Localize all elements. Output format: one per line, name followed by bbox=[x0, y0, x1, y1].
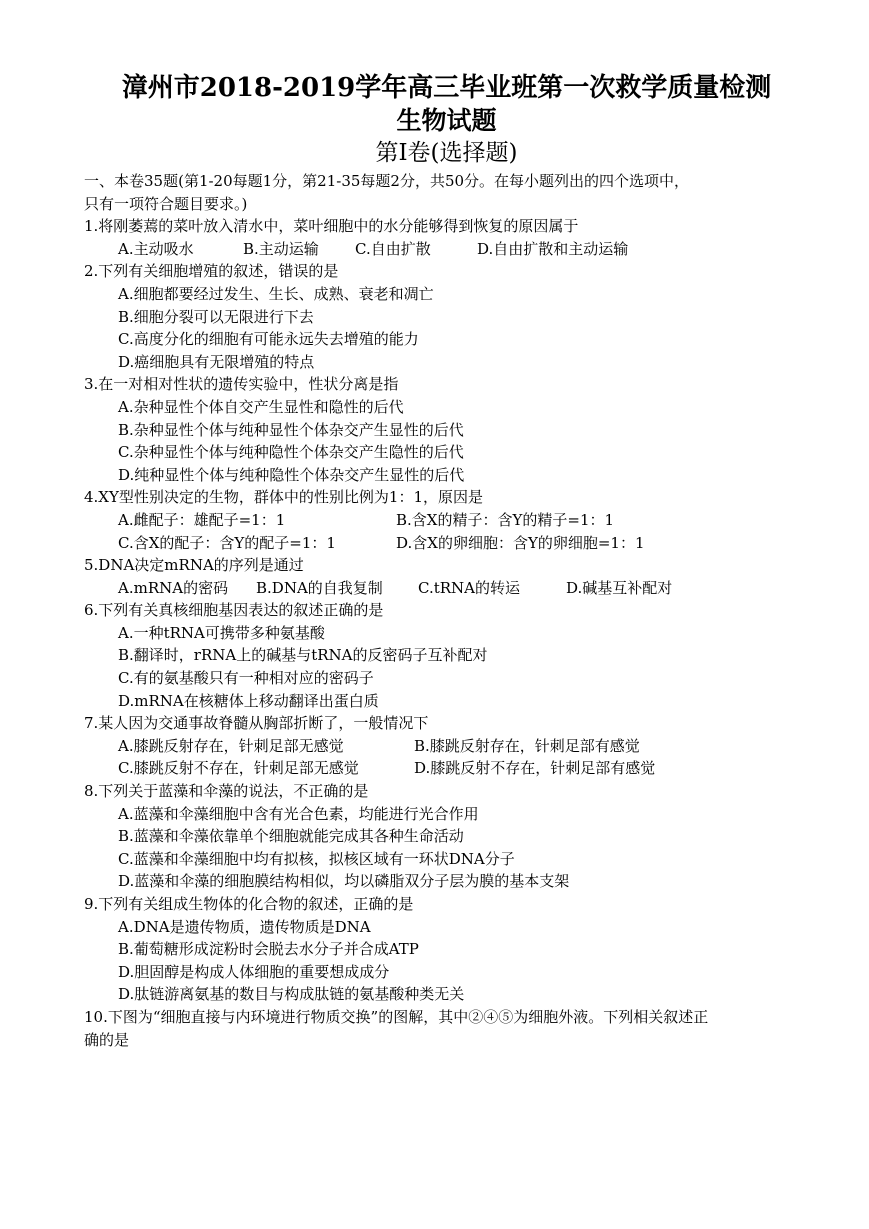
q7-option-b: B.膝跳反射存在，针刺足部有感觉 bbox=[414, 736, 640, 755]
exam-title: 漳州市2018-2019学年高三毕业班第一次救学质量检测 bbox=[121, 73, 772, 103]
question-10-stem-line1: 10.下图为“细胞直接与内环境进行物质交换”的图解，其中②④⑤为细胞外液。下列相关叙述正 bbox=[84, 1007, 709, 1026]
q3-option-b: B.杂种显性个体与纯种显性个体杂交产生显性的后代 bbox=[118, 420, 464, 439]
question-5-options bbox=[84, 577, 809, 600]
question-4-options-row1 bbox=[84, 509, 809, 532]
question-3-stem: 3.在一对相对性状的遗传实验中，性状分离是指 bbox=[84, 375, 399, 394]
q4-option-d: D.含X的卵细胞：含Y的卵细胞=1：1 bbox=[396, 533, 645, 552]
q9-option-d: D.肽链游离氨基的数目与构成肽链的氨基酸种类无关 bbox=[118, 985, 465, 1004]
q3-option-c: C.杂种显性个体与纯种隐性个体杂交产生隐性的后代 bbox=[118, 443, 464, 462]
q6-option-b: B.翻译时，rRNA上的碱基与tRNA的反密码子互补配对 bbox=[118, 646, 488, 665]
q1-option-d: D.自由扩散和主动运输 bbox=[477, 239, 629, 258]
question-1-stem: 1.将刚萎蔫的菜叶放入清水中，菜叶细胞中的水分能够得到恢复的原因属于 bbox=[84, 217, 579, 236]
q1-option-a: A.主动吸水 bbox=[118, 239, 194, 258]
question-7-options-row1 bbox=[84, 735, 809, 758]
q2-option-c: C.高度分化的细胞有可能永远失去增殖的能力 bbox=[118, 330, 419, 349]
q5-option-d: D.碱基互补配对 bbox=[566, 578, 673, 597]
q2-option-a: A.细胞都要经过发生、生长、成熟、衰老和凋亡 bbox=[118, 284, 434, 303]
question-8-stem: 8.下列关于蓝藻和伞藻的说法，不正确的是 bbox=[84, 782, 369, 801]
question-7-stem: 7.某人因为交通事故脊髓从胸部折断了，一般情况下 bbox=[84, 714, 429, 733]
q7-option-c: C.膝跳反射不存在，针刺足部无感觉 bbox=[118, 759, 359, 778]
question-2-stem: 2.下列有关细胞增殖的叙述，错误的是 bbox=[84, 262, 339, 281]
volume-title: 第I卷(选择题) bbox=[375, 140, 518, 166]
q7-option-d: D.膝跳反射不存在，针刺足部有感觉 bbox=[414, 759, 656, 778]
q5-option-b: B.DNA的自我复制 bbox=[256, 578, 383, 597]
question-6-stem: 6.下列有关真核细胞基因表达的叙述正确的是 bbox=[84, 601, 384, 620]
question-4-stem: 4.XY型性别决定的生物，群体中的性别比例为1：1，原因是 bbox=[84, 488, 483, 507]
q8-option-d: D.蓝藻和伞藻的细胞膜结构相似，均以磷脂双分子层为膜的基本支架 bbox=[118, 872, 570, 891]
q6-option-d: D.mRNA在核糖体上移动翻译出蛋白质 bbox=[118, 691, 379, 710]
q8-option-a: A.蓝藻和伞藻细胞中含有光合色素，均能进行光合作用 bbox=[118, 804, 479, 823]
q8-option-c: C.蓝藻和伞藻细胞中均有拟核，拟核区域有一环状DNA分子 bbox=[118, 849, 515, 868]
q3-option-a: A.杂种显性个体自交产生显性和隐性的后代 bbox=[118, 397, 404, 416]
q7-option-a: A.膝跳反射存在，针刺足部无感觉 bbox=[118, 736, 344, 755]
question-7-options-row2 bbox=[84, 757, 809, 780]
question-9-stem: 9.下列有关组成生物体的化合物的叙述，正确的是 bbox=[84, 895, 414, 913]
subject-title: 生物试题 bbox=[396, 106, 497, 135]
q9-option-c: D.胆固醇是构成人体细胞的重要想成成分 bbox=[118, 962, 390, 981]
question-1-options bbox=[84, 238, 809, 261]
q1-option-c: C.自由扩散 bbox=[355, 239, 431, 258]
q6-option-c: C.有的氨基酸只有一种相对应的密码子 bbox=[118, 669, 374, 688]
q9-option-b: B.葡萄糖形成淀粉时会脱去水分子并合成ATP bbox=[118, 940, 419, 959]
question-10-stem-line2: 确的是 bbox=[84, 1030, 130, 1049]
q5-option-a: A.mRNA的密码 bbox=[118, 578, 229, 597]
q8-option-b: B.蓝藻和伞藻依靠单个细胞就能完成其各种生命活动 bbox=[118, 827, 464, 846]
q5-option-c: C.tRNA的转运 bbox=[418, 578, 520, 597]
q2-option-b: B.细胞分裂可以无限进行下去 bbox=[118, 307, 314, 326]
section-intro-line2: 只有一项符合题目要求。) bbox=[84, 194, 248, 213]
q3-option-d: D.纯种显性个体与纯种隐性个体杂交产生显性的后代 bbox=[118, 465, 465, 484]
section-intro-line1: 一、本卷35题(第1-20每题1分，第21-35每题2分，共50分。在每小题列出的四个选项中， bbox=[84, 172, 690, 190]
q2-option-d: D.癌细胞具有无限增殖的特点 bbox=[118, 352, 315, 371]
q6-option-a: A.一种tRNA可携带多种氨基酸 bbox=[118, 623, 325, 642]
q4-option-c: C.含X的配子：含Y的配子=1：1 bbox=[118, 533, 336, 552]
q1-option-b: B.主动运输 bbox=[243, 239, 319, 258]
q9-option-a: A.DNA是遗传物质，遗传物质是DNA bbox=[118, 917, 371, 936]
question-4-options-row2 bbox=[84, 532, 809, 555]
question-5-stem: 5.DNA决定mRNA的序列是通过 bbox=[84, 556, 304, 575]
q4-option-b: B.含X的精子：含Y的精子=1：1 bbox=[396, 510, 615, 529]
q4-option-a: A.雌配子：雄配子=1：1 bbox=[118, 510, 286, 529]
